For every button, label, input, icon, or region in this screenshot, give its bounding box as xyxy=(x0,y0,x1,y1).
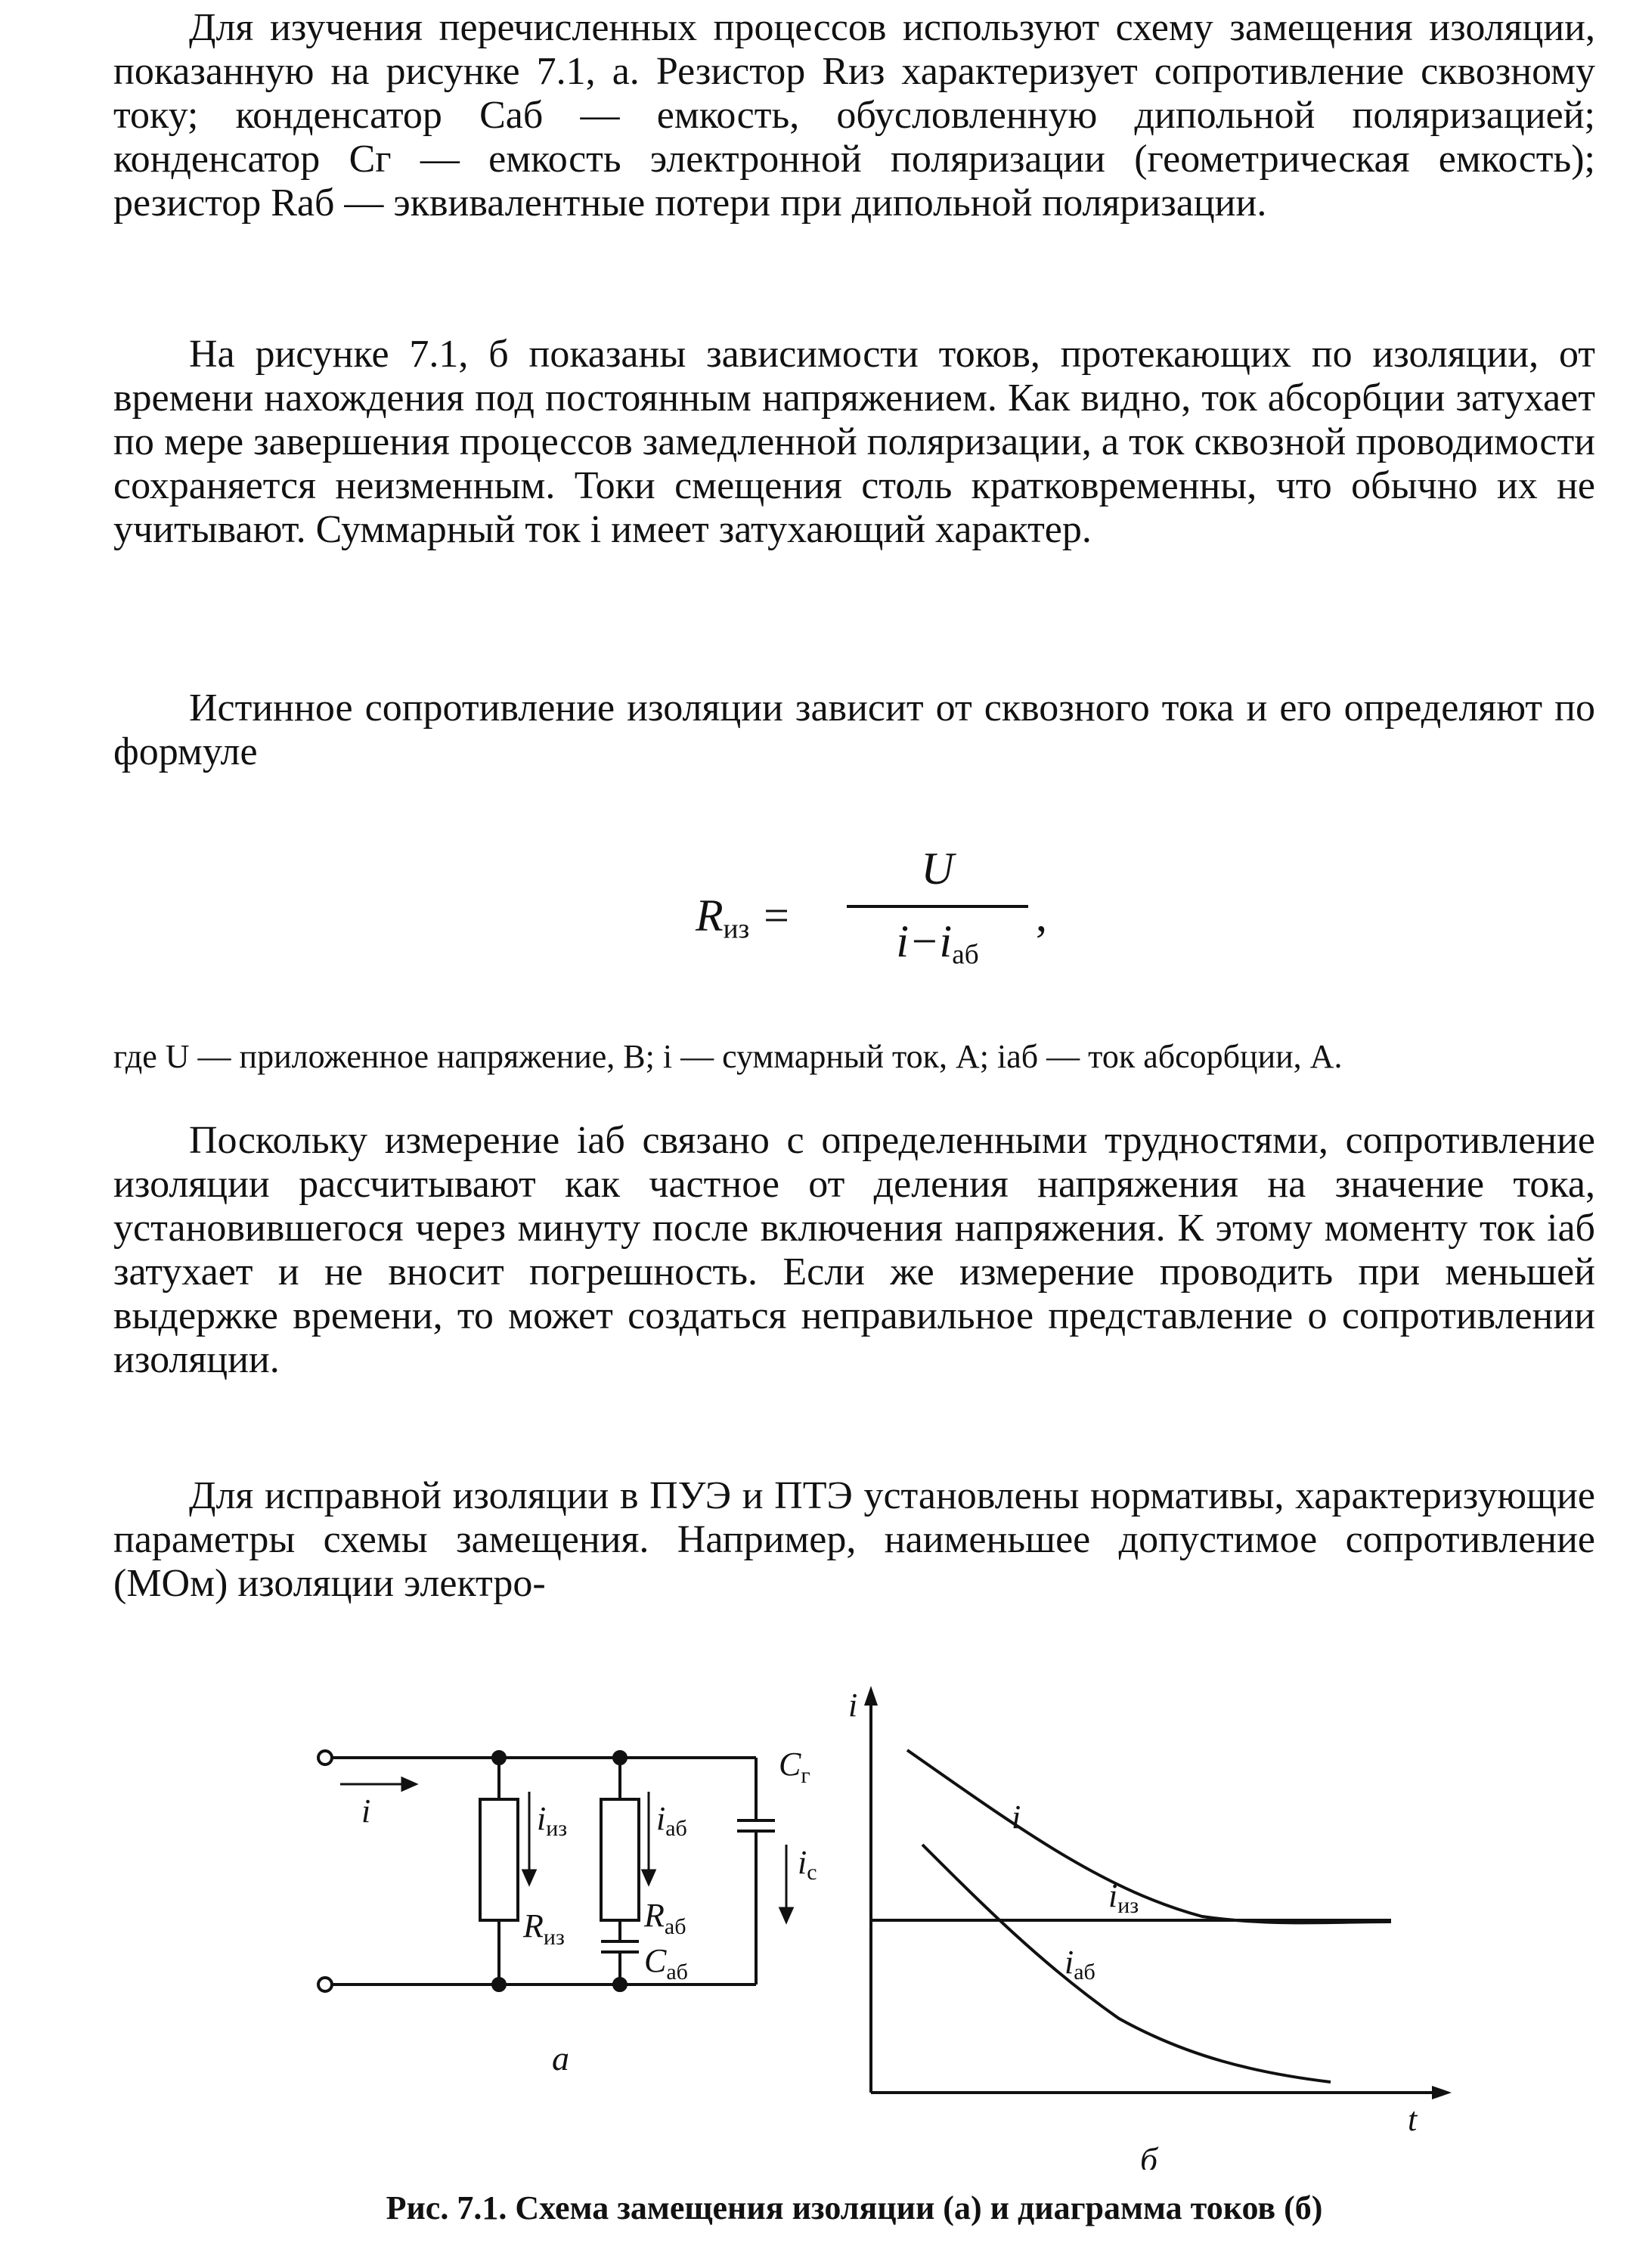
paragraph-5: Для исправной изоляции в ПУЭ и ПТЭ установлены нормативы, характеризующие параметры схемы замещения. Например, наименьшее допустимое сопротивление (МОм) изоляции электро- xyxy=(113,1474,1595,1605)
paragraph-4: Поскольку измерение iаб связано с определенными трудностями, сопротивление изоляции рассчитывают как частное от деления напряжения на значение тока, установившегося через минуту после включения напряжения. К этому моменту ток iаб затухает и не вносит погрешность. Если же измерение проводить при меньшей выдержке времени, то может создаться неправильное представление о сопротивлении изоляции. xyxy=(113,1119,1595,1381)
label-r-iz: $R_{из}$ xyxy=(523,1907,565,1950)
formula-legend: где U — приложенное напряжение, В; i — суммарный ток, А; iаб — ток абсорбции, А. xyxy=(113,1038,1343,1075)
paragraph-2: На рисунке 7.1, б показаны зависимости токов, протекающих по изоляции, от времени нахождения под постоянным напряжением. Как видно, ток абсорбции затухает по мере завершения процессов замедленной поляризации, а ток сквозной проводимости сохраняется неизменным. Токи смещения столь кратковременны, что обычно их не учитывают. Суммарный ток i имеет затухающий характер. xyxy=(113,333,1595,551)
formula-comma: , xyxy=(1036,891,1047,940)
formula-denominator: $i-i_{аб}$ xyxy=(896,916,979,971)
terminal-bottom xyxy=(318,1978,332,1991)
formula-fraction-bar xyxy=(847,905,1028,908)
label-i-ab: iаб xyxy=(656,1800,687,1841)
resistor-r-ab xyxy=(601,1799,639,1920)
x-axis-arrow-icon xyxy=(1432,2086,1452,2099)
formula-numerator: U xyxy=(921,844,954,894)
figure-svg xyxy=(302,1686,1452,2170)
circuit-arrows xyxy=(340,1778,792,1922)
y-axis-label: i xyxy=(848,1687,858,1724)
resistor-r-iz xyxy=(480,1799,518,1920)
label-r-ab: $R_{аб}$ xyxy=(644,1897,686,1939)
figure-caption: Рис. 7.1. Схема замещения изоляции (а) и диаграмма токов (б) xyxy=(386,2189,1323,2226)
label-b: б xyxy=(1140,2140,1158,2170)
y-axis-arrow-icon xyxy=(864,1686,878,1706)
label-i-input: i xyxy=(361,1792,371,1830)
label-i-c: iс xyxy=(798,1844,817,1885)
circuit-labels xyxy=(361,1746,817,2077)
curve-i-ab-label: iаб xyxy=(1064,1944,1095,1984)
curve-i-label: i xyxy=(1012,1799,1021,1836)
curve-i-total xyxy=(907,1750,1391,1923)
formula-lhs: $R_{из}$ = xyxy=(696,891,792,945)
paragraph-1: Для изучения перечисленных процессов используют схему замещения изоляции, показанную на рисунке 7.1, а. Резистор Rиз характеризует сопротивление сквозному току; конденсатор Cаб — емкость, обусловленную дипольной поляризацией; конденсатор Cг — емкость электронной поляризации (геометрическая емкость); резистор Rаб — эквивалентные потери при дипольной поляризации. xyxy=(113,6,1595,225)
circuit-diagram xyxy=(318,1751,775,1991)
paragraph-3: Истинное сопротивление изоляции зависит от сквозного тока и его определяют по формуле xyxy=(113,686,1595,773)
label-c-ab: $C_{аб}$ xyxy=(644,1942,688,1984)
curve-i-ab xyxy=(922,1845,1331,2082)
resistance-formula xyxy=(680,843,1058,987)
curve-i-iz-label: iиз xyxy=(1108,1877,1139,1918)
graph-labels xyxy=(848,1687,1418,2170)
label-a: а xyxy=(552,2039,569,2077)
label-c-g: $C_г$ xyxy=(779,1746,810,1788)
terminal-top xyxy=(318,1751,332,1765)
figure-7-1 xyxy=(302,1686,1452,2170)
graph-axes xyxy=(871,1701,1436,2093)
label-i-iz: iиз xyxy=(537,1800,568,1841)
current-graph xyxy=(848,1686,1452,2170)
x-axis-label: t xyxy=(1408,2101,1418,2138)
